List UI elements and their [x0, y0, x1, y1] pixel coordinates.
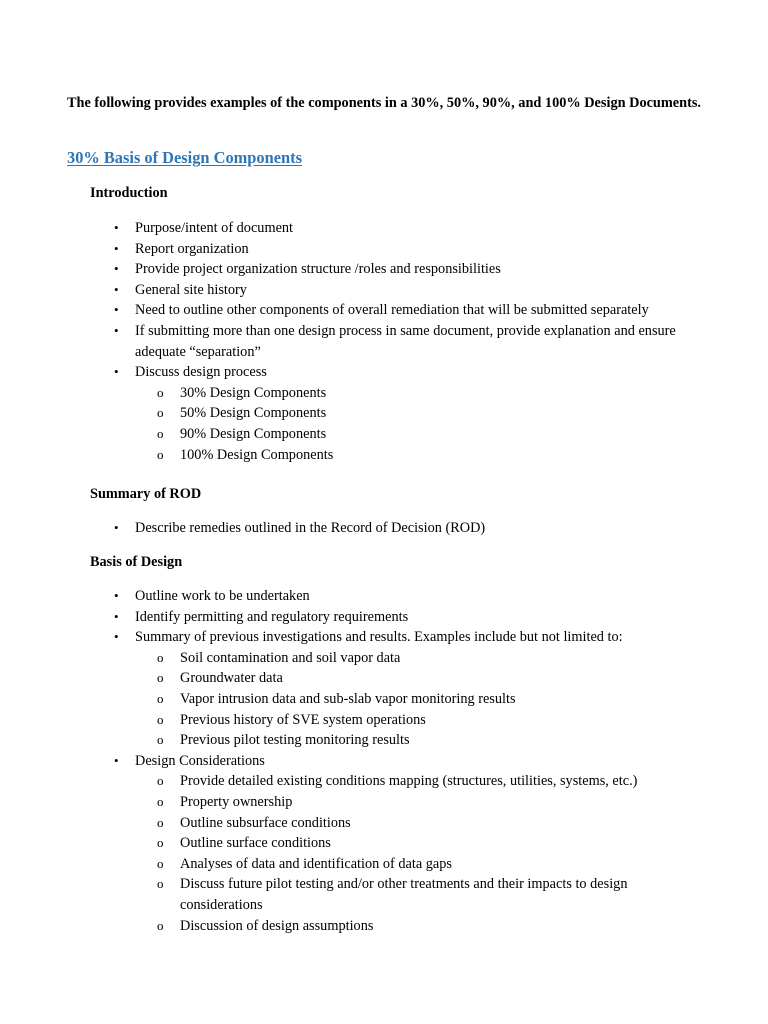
circle-bullet-icon: o	[157, 690, 164, 706]
sub-list-item: o Discuss future pilot testing and/or other treatments and their impacts to design considerations	[157, 876, 628, 913]
list-item: • Describe remedies outlined in the Record of Decision (ROD)	[0, 518, 695, 539]
bullet-icon: •	[114, 281, 119, 297]
summary-rod-heading: Summary of ROD	[90, 486, 202, 502]
sub-list-item: o Discussion of design assumptions	[0, 916, 695, 937]
bullet-icon: •	[114, 322, 119, 338]
bullet-icon: •	[114, 752, 119, 768]
circle-bullet-icon: o	[157, 835, 164, 851]
sub-list-item: o Groundwater data	[0, 668, 695, 689]
section-title-link[interactable]: 30% Basis of Design Components	[67, 148, 302, 167]
circle-bullet-icon: o	[157, 446, 164, 462]
sub-list-item: o 90% Design Components	[0, 424, 695, 445]
list-item: • General site history	[0, 280, 695, 301]
circle-bullet-icon: o	[157, 814, 164, 830]
sub-list-item: o Outline surface conditions	[0, 833, 695, 854]
circle-bullet-icon: o	[157, 876, 164, 892]
sub-list-item: o Analyses of data and identification of data gaps	[0, 854, 695, 875]
sub-list-item: o Vapor intrusion data and sub-slab vapor monitoring results	[0, 689, 695, 710]
basis-of-design-heading: Basis of Design	[90, 554, 183, 570]
sub-list-item: o 50% Design Components	[0, 403, 695, 424]
sub-list-item: o Provide detailed existing conditions mapping (structures, utilities, systems, etc.)	[0, 771, 695, 792]
circle-bullet-icon: o	[157, 917, 164, 933]
list-item: • Provide project organization structure /roles and responsibilities	[0, 259, 695, 280]
list-item: • Report organization	[0, 239, 695, 260]
circle-bullet-icon: o	[157, 384, 164, 400]
list-item: • Need to outline other components of overall remediation that will be submitted separately	[0, 300, 695, 321]
bullet-icon: •	[114, 608, 119, 624]
introduction-list	[0, 218, 695, 465]
circle-bullet-icon: o	[157, 425, 164, 441]
sub-list-item: o Previous pilot testing monitoring results	[0, 730, 695, 751]
circle-bullet-icon: o	[157, 711, 164, 727]
circle-bullet-icon: o	[157, 670, 164, 686]
sub-list-item: o Property ownership	[0, 792, 695, 813]
bullet-icon: •	[114, 588, 119, 603]
bullet-icon: •	[114, 364, 119, 380]
circle-bullet-icon: o	[157, 773, 164, 789]
bullet-icon: •	[114, 240, 119, 256]
bullet-icon: •	[114, 261, 119, 277]
sub-list-item: o 100% Design Components	[0, 445, 695, 466]
list-item: • Identify permitting and regulatory requirements	[0, 607, 695, 628]
sub-list-item: o Previous history of SVE system operations	[0, 710, 695, 731]
bullet-icon: •	[114, 302, 119, 318]
bullet-icon: •	[114, 520, 119, 535]
list-item: • Purpose/intent of document	[0, 218, 695, 239]
list-item: • Outline work to be undertaken	[0, 586, 695, 607]
circle-bullet-icon: o	[157, 793, 164, 809]
intro-paragraph: The following provides examples of the components in a 30%, 50%, 90%, and 100% Design Documents.	[67, 95, 701, 111]
list-item: • If submitting more than one design process in same document, provide explanation and ensure adequate “separation”	[114, 322, 676, 360]
circle-bullet-icon: o	[157, 855, 164, 871]
bullet-icon: •	[114, 220, 119, 235]
basis-of-design-list	[0, 586, 695, 936]
list-item: • Summary of previous investigations and results. Examples include but not limited to:	[0, 627, 695, 648]
circle-bullet-icon: o	[157, 649, 164, 665]
circle-bullet-icon: o	[157, 405, 164, 421]
summary-rod-list	[0, 518, 695, 539]
list-item: • Discuss design process	[0, 362, 695, 383]
sub-list-item: o Soil contamination and soil vapor data	[0, 648, 695, 669]
circle-bullet-icon: o	[157, 732, 164, 748]
list-item: • Design Considerations	[0, 751, 695, 772]
sub-list-item: o Outline subsurface conditions	[0, 813, 695, 834]
introduction-heading: Introduction	[90, 185, 168, 201]
bullet-icon: •	[114, 629, 119, 645]
sub-list-item: o 30% Design Components	[0, 383, 695, 404]
